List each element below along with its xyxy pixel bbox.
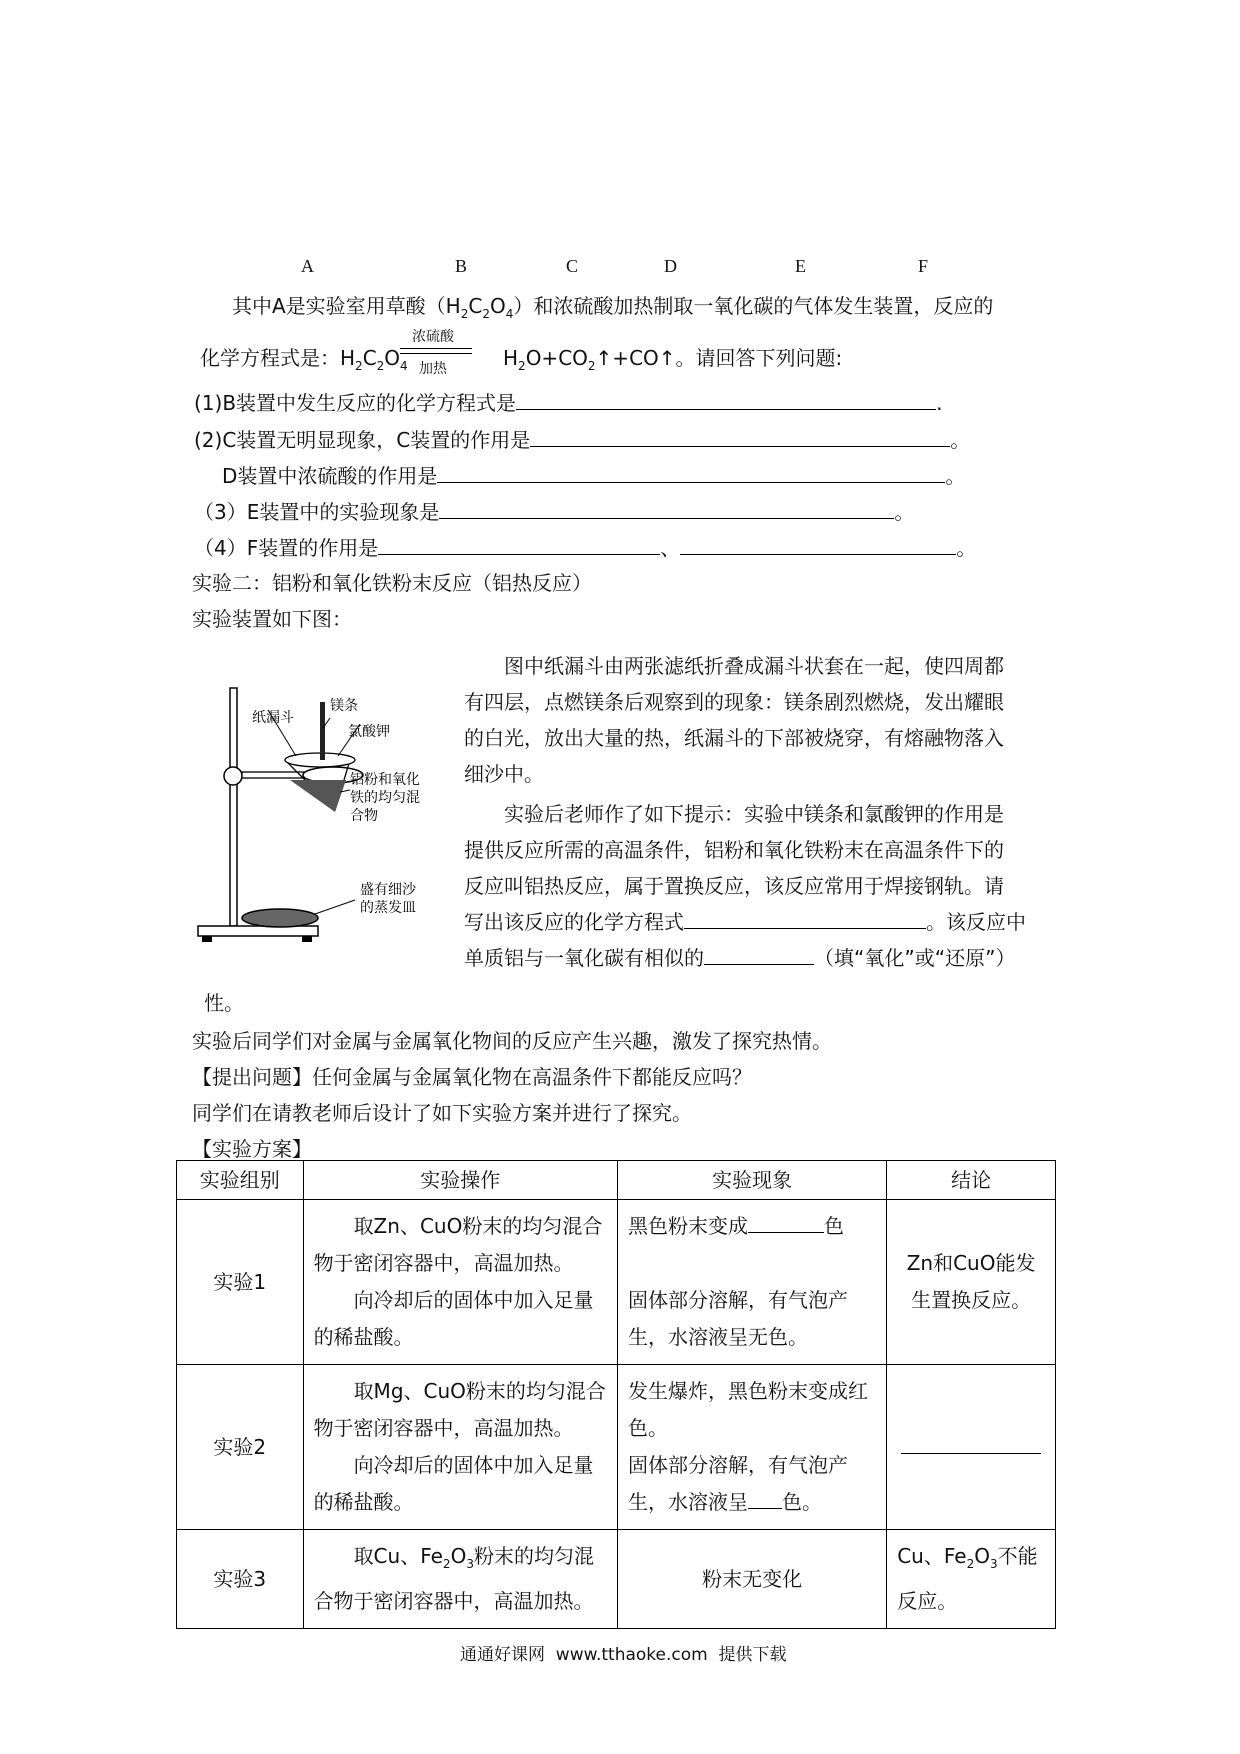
intro-line-1: 其中A是实验室用草酸$(H_2C_2O_4)$和浓硫酸加热制取一氧化碳的气体发生装置，反应的 (232, 294, 994, 321)
header-operation: 实验操作 (303, 1161, 617, 1200)
label-b: B (455, 256, 468, 276)
exp2-title: 实验二：铝粉和氧化铁粉末反应（铝热反应） (192, 571, 592, 595)
stand-base (198, 926, 318, 936)
row2-conclusion (887, 1365, 1056, 1530)
exp2-property-end: 性。 (204, 991, 244, 1015)
page-footer: 通通好课网 www.tthaoke.com 提供下载 (460, 1645, 787, 1665)
reducing-prompt-line: 单质铝与一氧化碳有相似的 （填“氧化”或“还原”） (464, 946, 1016, 970)
after-line-3: 同学们在请教老师后设计了如下实验方案并进行了探究。 (192, 1101, 692, 1125)
after-line-2: 【提出问题】任何金属与金属氧化物在高温条件下都能反应吗？ (192, 1065, 752, 1089)
fig-label-kclo3: 氯酸钾 (348, 724, 390, 740)
fig-label-mix-2: 铁的均匀混 (350, 790, 420, 806)
exp2-paragraph-2: 实验后老师作了如下提示：实验中镁条和氯酸钾的作用是 提供反应所需的高温条件，铝粉和氧化铁粉末在高温条件下的 反应叫铝热反应，属于置换反应，该反应常用于焊接钢轨。请 写出该反应的化学方程式 。该反应中 单质铝与一氧化碳有相似的 （填“氧化”或“还原”） (464, 796, 1026, 976)
exp2-paragraph-1: 图中纸漏斗由两张滤纸折叠成漏斗状套在一起，使四周都 有四层，点燃镁条后观察到的现象：镁条剧烈燃烧，发出耀眼 的白光，放出大量的热，纸漏斗的下部被烧穿，有熔融物落入 细沙中。 (464, 654, 1004, 786)
row2-group: 实验2 (177, 1365, 304, 1530)
table-row (177, 1530, 1056, 1629)
question-2b: D装置中浓硫酸的作用是 。 (222, 464, 966, 488)
question-3: （3）E装置中的实验现象是 。 (194, 500, 915, 524)
reaction-arrow (400, 326, 472, 376)
magnesium-ribbon (320, 702, 325, 760)
table-header-row (177, 1161, 1056, 1200)
row1-group: 实验1 (177, 1200, 304, 1365)
fig-label-dish-1: 盛有细沙 (360, 882, 416, 898)
fig-label-funnel: 纸漏斗 (252, 710, 294, 726)
answer-blank-q4b[interactable] (680, 536, 956, 555)
question-1: (1)B装置中发生反应的化学方程式是 . (194, 391, 943, 415)
fig-label-mix-1: 铝粉和氧化 (350, 772, 420, 788)
answer-blank-q2b[interactable] (437, 464, 945, 483)
fig-label-dish-2: 的蒸发皿 (360, 900, 416, 916)
header-group: 实验组别 (177, 1161, 304, 1200)
header-conclusion: 结论 (887, 1161, 1056, 1200)
clamp-boss (224, 767, 242, 785)
row2-phenomenon: 发生爆炸，黑色粉末变成红色。 固体部分溶解，有气泡产生，水溶液呈 色。 (617, 1365, 886, 1530)
table-row (177, 1200, 1056, 1365)
label-c: C (566, 256, 579, 276)
base-foot-left (202, 936, 212, 942)
row3-operation: 取Cu、$Fe_2O_3$粉末的均匀混合物于密闭容器中，高温加热。 (303, 1530, 617, 1629)
answer-blank-q1[interactable] (516, 391, 936, 410)
answer-blank-row1-color[interactable] (748, 1214, 824, 1233)
answer-blank-q2[interactable] (530, 428, 950, 447)
label-f: F (918, 256, 929, 276)
row3-phenomenon: 粉末无变化 (617, 1530, 886, 1629)
evaporating-dish (242, 909, 318, 927)
answer-blank-q3[interactable] (439, 500, 894, 519)
fig-label-mg: 镁条 (330, 698, 358, 714)
fig-label-mix-3: 合物 (350, 808, 378, 824)
exp2-setup: 实验装置如下图： (192, 607, 352, 631)
after-line-1: 实验后同学们对金属与金属氧化物间的反应产生兴趣，激发了探究热情。 (192, 1029, 832, 1053)
equation-prompt-line: 写出该反应的化学方程式 。该反应中 (464, 910, 1026, 934)
label-d: D (664, 256, 677, 276)
after-line-4: 【实验方案】 (192, 1137, 312, 1161)
question-4: （4）F装置的作用是 、 。 (194, 536, 977, 560)
answer-blank-row2-color[interactable] (748, 1490, 782, 1509)
answer-blank-row2-conclusion[interactable] (901, 1435, 1041, 1454)
leader-line-dish (315, 900, 355, 914)
header-phenomenon: 实验现象 (617, 1161, 886, 1200)
base-foot-right (302, 936, 312, 942)
stand-rod (230, 688, 237, 926)
intro-line-2: 化学方程式是：$H_2C_2O_4$ (200, 346, 408, 373)
table-row (177, 1365, 1056, 1530)
answer-blank-property[interactable] (704, 946, 814, 965)
thermite-apparatus-figure (190, 680, 450, 950)
question-2: (2)C装置无明显现象，C装置的作用是 。 (194, 428, 971, 452)
arrow-condition-bottom: 加热 (419, 361, 447, 377)
label-e: E (795, 256, 806, 276)
row3-group: 实验3 (177, 1530, 304, 1629)
arrow-condition-top: 浓硫酸 (412, 329, 454, 345)
row1-operation: 取Zn、CuO粉末的均匀混合物于密闭容器中，高温加热。 向冷却后的固体中加入足量的稀盐酸。 (303, 1200, 617, 1365)
row3-conclusion: Cu、$Fe_2O_3$不能反应。 (887, 1530, 1056, 1629)
row1-conclusion: Zn和CuO能发生置换反应。 (887, 1200, 1056, 1365)
row2-operation: 取Mg、CuO粉末的均匀混合物于密闭容器中，高温加热。 向冷却后的固体中加入足量的稀盐酸。 (303, 1365, 617, 1530)
row1-phenomenon: 黑色粉末变成 色 固体部分溶解，有气泡产生，水溶液呈无色。 (617, 1200, 886, 1365)
intro-line-2-right: $H_2O+CO_2↑+CO↑$。请回答下列问题: (503, 346, 843, 373)
answer-blank-q4a[interactable] (378, 536, 660, 555)
label-a: A (301, 256, 314, 276)
experiment-table (176, 1160, 1056, 1629)
arrow-double-line (400, 348, 472, 354)
answer-blank-thermite-equation[interactable] (684, 910, 926, 929)
thermite-mixture (290, 780, 346, 812)
